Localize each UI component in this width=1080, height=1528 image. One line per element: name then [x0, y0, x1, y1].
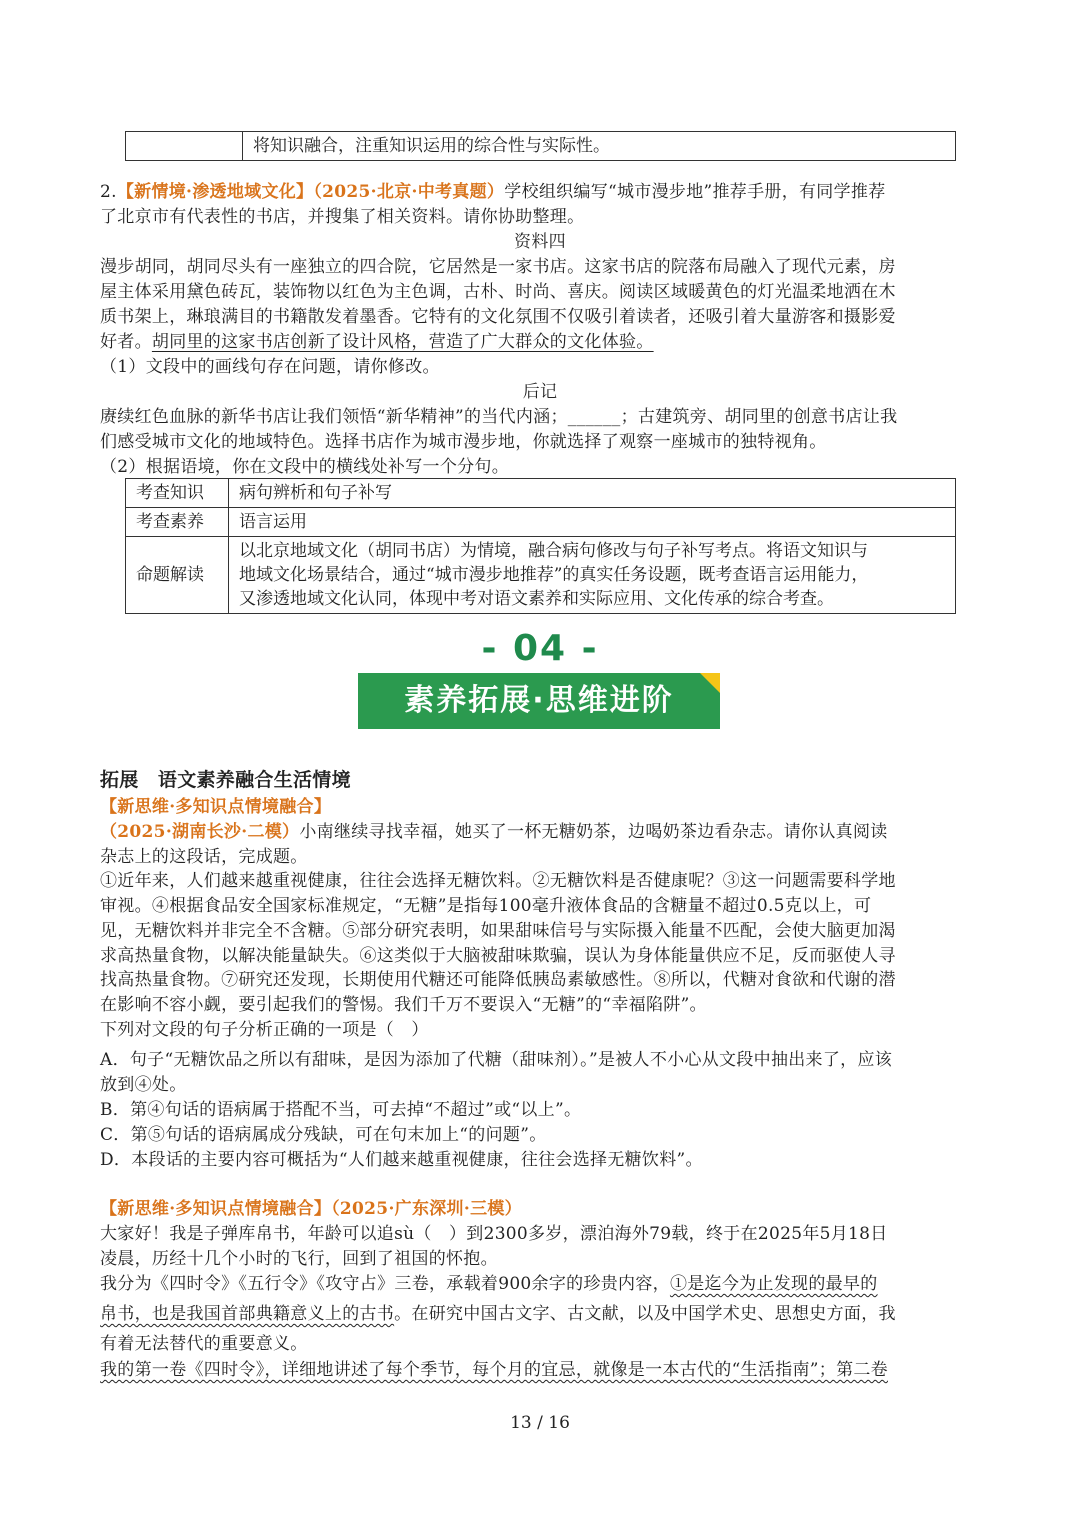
wavy-sentence-part-1: ①是迄今为止发现的最早的 — [669, 1274, 878, 1294]
wavy-paragraph-line: 我的第一卷《四时令》，详细地讲述了每个季节，每个月的宜忌，就像是一本古代的“生活指南”；第二卷 — [100, 1360, 888, 1380]
passage-line-3: 见，无糖饮料并非完全不含糖。⑤部分研究表明，如果甜味信号与实际摄入能量不匹配，会使大脑更加渴 — [100, 921, 896, 941]
question-stem: 下列对文段的句子分析正确的一项是（ ） — [100, 1020, 429, 1040]
material-line-4 — [100, 330, 980, 354]
postscript-title: 后记 — [522, 382, 558, 402]
extension-intro-1: 小南继续寻找幸福，她买了一杯无糖奶茶，边喝奶茶边看杂志。请你认真阅读 — [299, 822, 888, 842]
postscript-line-1-end: ；古建筑旁、胡同里的创意书店让我 — [620, 407, 898, 427]
postscript-line-1 — [100, 405, 980, 429]
section-banner: 素养拓展·思维进阶 — [358, 673, 720, 729]
section-number: - 04 - — [481, 628, 599, 669]
option-b: B．第④句话的语病属于搭配不当，可去掉“不超过”或“以上”。 — [100, 1100, 582, 1120]
wavy-sentence-part-2: 帛书，也是我国首部典籍意义上的古书 — [100, 1304, 395, 1324]
extension-tag-1: 【新思维·多知识点情境融合】 — [100, 797, 332, 817]
table-value-multiline — [229, 537, 956, 614]
extension-header-1 — [100, 820, 980, 844]
q2-intro-1: 学校组织编写“城市漫步地”推荐手册，有同学推荐 — [504, 182, 886, 202]
extension-tag-2: 【新思维·多知识点情境融合】 — [100, 1199, 332, 1219]
passage-line-2: 审视。④根据食品安全国家标准规定，“无糖”是指每100毫升液体食品的含糖量不超过0.5克以上，可 — [100, 896, 872, 916]
postscript-line-1-start: 赓续红色血脉的新华书店让我们领悟“新华精神”的当代内涵； — [100, 407, 568, 427]
passage-line-4: 求高热量食物，以解决能量缺失。⑥这类似于大脑被甜味欺骗，误认为身体能量供应不足，反而驱使人寻 — [100, 946, 896, 966]
option-d: D．本段话的主要内容可概括为“人们越来越重视健康，往往会选择无糖饮料”。 — [100, 1150, 703, 1170]
q2-tag: 【新情境·渗透地域文化】 — [116, 182, 314, 202]
table-value: 语言运用 — [229, 508, 956, 537]
q2-source: （2025·北京·中考真题） — [313, 182, 505, 202]
top-table — [125, 131, 956, 161]
banner-corner-decoration — [700, 673, 720, 693]
table-line: 以北京地域文化（胡同书店）为情境，融合病句修改与句子补写考点。将语文知识与 — [239, 541, 868, 561]
analysis-table — [125, 478, 956, 614]
q2-number: 2. — [100, 182, 117, 202]
extension-source-1: （2025·湖南长沙·二模） — [100, 822, 300, 842]
option-c: C．第⑤句话的语病属成分残缺，可在句末加上“的问题”。 — [100, 1125, 547, 1145]
material-line-2: 屋主体采用黛色砖瓦，装饰物以红色为主色调，古朴、时尚、喜庆。阅读区域暖黄色的灯光温柔地洒在木 — [100, 282, 896, 302]
page-number: 13 / 16 — [510, 1413, 570, 1433]
material-line-1: 漫步胡同，胡同尽头有一座独立的四合院，它居然是一家书店。这家书店的院落布局融入了现代元素，房 — [100, 257, 896, 277]
passage-line-6: 在影响不容小觑，要引起我们的警惕。我们千万不要误入“无糖”的“幸福陷阱”。 — [100, 995, 707, 1015]
sub-question-2: （2）根据语境，你在文段中的横线处补写一个分句。 — [100, 457, 510, 477]
silk-line-3 — [100, 1272, 980, 1296]
material-title: 资料四 — [514, 232, 566, 252]
table-line: 又渗透地域文化认同，体现中考对语文素养和实际应用、文化传承的综合考查。 — [239, 589, 834, 609]
q2-intro-2: 了北京市有代表性的书店，并搜集了相关资料。请你协助整理。 — [100, 207, 585, 227]
top-table-cell: 将知识融合，注重知识运用的综合性与实际性。 — [243, 132, 956, 161]
underlined-sentence: 胡同里的这家书店创新了设计风格，营造了广大群众的文化体验。 — [151, 332, 654, 352]
silk-line-4-end: 。在研究中国古文字、古文献，以及中国学术史、思想史方面，我 — [394, 1304, 896, 1324]
silk-line-6 — [100, 1358, 980, 1382]
material-line-3: 质书架上，琳琅满目的书籍散发着墨香。它特有的文化氛围不仅吸引着读者，还吸引着大量游客和摄影爱 — [100, 307, 896, 327]
extension-intro-2: 杂志上的这段话，完成题。 — [100, 847, 308, 867]
extension-header-2 — [100, 1197, 980, 1221]
passage-line-1: ①近年来，人们越来越重视健康，往往会选择无糖饮料。②无糖饮料是否健康呢？③这一问题需要科学地 — [100, 871, 896, 891]
sub-question-1: （1）文段中的画线句存在问题，请你修改。 — [100, 357, 440, 377]
extension-heading: 拓展 语文素养融合生活情境 — [100, 769, 351, 791]
postscript-line-2: 们感受城市文化的地域特色。选择书店作为城市漫步地，你就选择了观察一座城市的独特视角。 — [100, 432, 827, 452]
extension-source-2: （2025·广东深圳·三模） — [331, 1199, 522, 1219]
top-table-empty-cell — [126, 132, 243, 161]
silk-line-2: 凌晨，历经十几个小时的飞行，回到了祖国的怀抱。 — [100, 1249, 498, 1269]
material-line-4-start: 好者。 — [100, 332, 152, 352]
silk-line-3-start: 我分为《四时令》《五行令》《攻守占》三卷，承载着900余字的珍贵内容， — [100, 1274, 670, 1294]
option-a-line-2: 放到④处。 — [100, 1075, 187, 1095]
table-label: 考查知识 — [126, 479, 229, 508]
table-line: 地域文化场景结合，通过“城市漫步地推荐”的真实任务设题，既考查语言运用能力， — [239, 565, 869, 585]
table-label: 命题解读 — [126, 537, 229, 614]
table-label: 考查素养 — [126, 508, 229, 537]
silk-line-4 — [100, 1302, 980, 1326]
passage-line-5: 找高热量食物。⑦研究还发现，长期使用代糖还可能降低胰岛素敏感性。⑧所以，代糖对食欲和代谢的潜 — [100, 970, 896, 990]
option-a-line-1: A．句子“无糖饮品之所以有甜味，是因为添加了代糖（甜味剂）。”是被人不小心从文段中抽出来了，应该 — [100, 1050, 893, 1070]
q2-header — [100, 180, 980, 204]
table-value: 病句辨析和句子补写 — [229, 479, 956, 508]
answer-blank: ______ — [567, 407, 621, 427]
silk-line-5: 有着无法替代的重要意义。 — [100, 1334, 308, 1354]
silk-line-1: 大家好！我是子弹库帛书，年龄可以追sù（ ）到2300多岁，漂泊海外79载，终于在2025年5月18日 — [100, 1224, 888, 1244]
